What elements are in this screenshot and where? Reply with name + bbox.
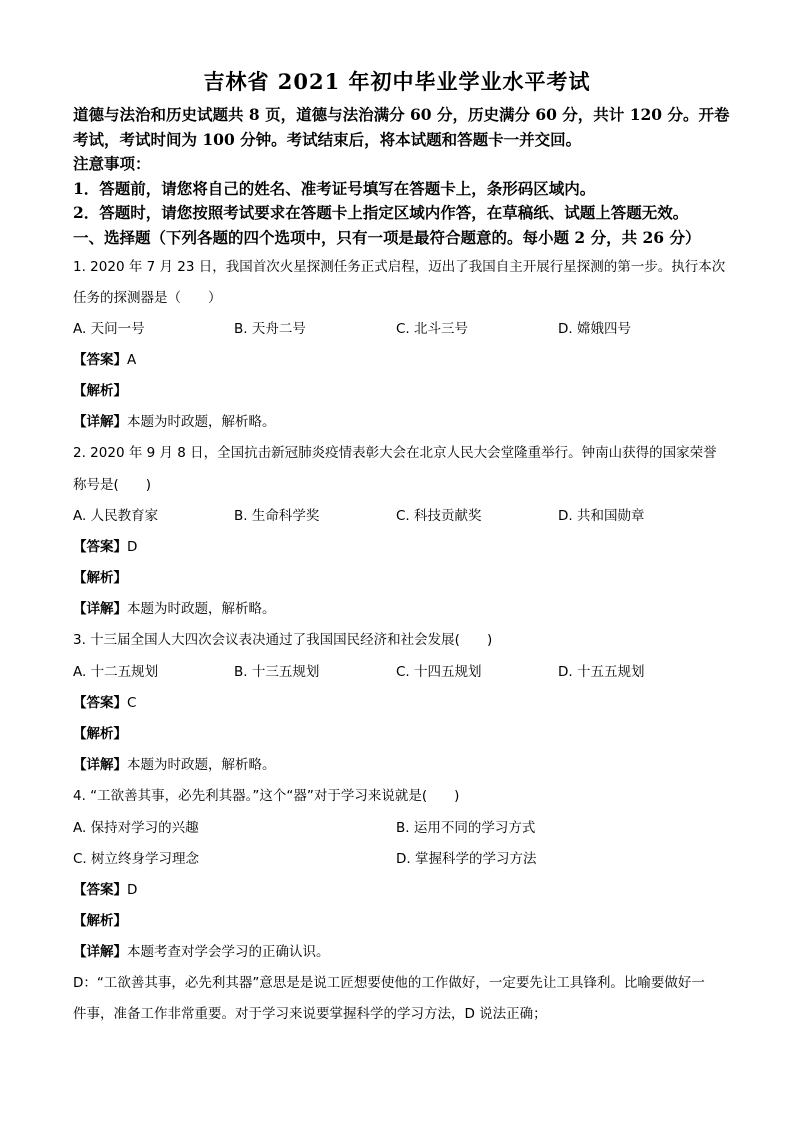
answer-label: 【答案】: [73, 539, 127, 555]
detail-text: 本题为时政题，解析略。: [127, 757, 276, 773]
question-4-explanation-line-1: D：“工欲善其事，必先利其器”意思是是说工匠想要使他的工作做好，一定要先让工具锋利。比喻要做好一: [73, 975, 705, 991]
question-1-analysis: [73, 381, 127, 401]
answer-value: C: [127, 695, 137, 711]
question-1-answer: [73, 350, 136, 370]
question-2-analysis: [73, 568, 127, 588]
question-1-detail: [73, 412, 276, 432]
question-4-answer: [73, 880, 137, 900]
question-4-explanation-line-2: 件事，准备工作非常重要。对于学习来说要掌握科学的学习方法，D 说法正确；: [73, 1006, 547, 1022]
question-4-option-a: A. 保持对学习的兴趣: [73, 820, 199, 836]
question-4-option-d: D. 掌握科学的学习方法: [396, 851, 537, 867]
question-4-option-b: B. 运用不同的学习方式: [396, 820, 536, 836]
question-2-stem-line-1: 2. 2020 年 9 月 8 日，全国抗击新冠肺炎疫情表彰大会在北京人民大会堂隆重举行。钟南山获得的国家荣誉: [73, 445, 717, 461]
question-2-option-b: B. 生命科学奖: [234, 508, 320, 524]
question-3-option-b: B. 十三五规划: [234, 664, 320, 680]
answer-value: D: [127, 882, 138, 898]
question-4-analysis: [73, 911, 127, 931]
question-2-stem-line-2: 称号是( ): [73, 477, 152, 493]
question-3-option-d: D. 十五五规划: [558, 664, 645, 680]
analysis-label: 【解析】: [73, 383, 127, 399]
question-3-answer: [73, 693, 136, 713]
question-1-stem-line-1: 1. 2020 年 7 月 23 日，我国首次火星探测任务正式启程，迈出了我国自主开展行星探测的第一步。执行本次: [73, 259, 726, 275]
notice-item: 2．答题时，请您按照考试要求在答题卡上指定区域内作答，在草稿纸、试题上答题无效。: [73, 203, 689, 222]
question-3-option-a: A. 十二五规划: [73, 664, 159, 680]
intro-line: 考试，考试时间为 100 分钟。考试结束后，将本试题和答题卡一并交回。: [73, 129, 582, 149]
question-3-detail: [73, 755, 276, 775]
question-4-detail: [73, 942, 330, 962]
question-2-option-c: C. 科技贡献奖: [396, 508, 482, 524]
exam-instructions: [73, 103, 733, 250]
question-2-answer: [73, 537, 137, 557]
notice-item: 1．答题前，请您将自己的姓名、准考证号填写在答题卡上，条形码区域内。: [73, 178, 596, 198]
answer-label: 【答案】: [73, 352, 127, 368]
detail-label: 【详解】: [73, 601, 127, 617]
question-2-detail: [73, 599, 276, 619]
analysis-label: 【解析】: [73, 570, 127, 586]
question-3-stem-line-1: 3. 十三届全国人大四次会议表决通过了我国国民经济和社会发展( ): [73, 632, 493, 648]
answer-label: 【答案】: [73, 695, 127, 711]
question-1-option-a: A. 天问一号: [73, 321, 145, 337]
question-1-option-d: D. 嫦娥四号: [558, 321, 631, 337]
analysis-label: 【解析】: [73, 726, 127, 742]
question-2-option-d: D. 共和国勋章: [558, 508, 645, 524]
answer-value: A: [127, 352, 137, 368]
intro-line: 道德与法治和历史试题共 8 页，道德与法治满分 60 分，历史满分 60 分，共计 120 分。开卷: [73, 105, 730, 124]
answer-value: D: [127, 539, 138, 555]
question-2-option-a: A. 人民教育家: [73, 508, 159, 524]
detail-text: 本题考查对学会学习的正确认识。: [127, 944, 330, 960]
answer-label: 【答案】: [73, 882, 127, 898]
detail-label: 【详解】: [73, 757, 127, 773]
notice-heading: 注意事项：: [73, 154, 151, 173]
question-4-stem-line-1: 4. “工欲善其事，必先利其器。”这个“器”对于学习来说就是( ): [73, 788, 460, 804]
detail-text: 本题为时政题，解析略。: [127, 601, 276, 617]
page-title: 吉林省 2021 年初中毕业学业水平考试: [203, 69, 591, 94]
question-4-option-c: C. 树立终身学习理念: [73, 851, 200, 867]
detail-label: 【详解】: [73, 944, 127, 960]
question-3-analysis: [73, 724, 127, 744]
section-heading: 一、选择题（下列各题的四个选项中，只有一项是最符合题意的。每小题 2 分，共 26 分）: [73, 227, 701, 247]
question-1-option-c: C. 北斗三号: [396, 321, 469, 337]
question-1-stem-line-2: 任务的探测器是（ ）: [73, 290, 222, 306]
question-3-option-c: C. 十四五规划: [396, 664, 482, 680]
detail-text: 本题为时政题，解析略。: [127, 414, 276, 430]
detail-label: 【详解】: [73, 414, 127, 430]
analysis-label: 【解析】: [73, 913, 127, 929]
question-1-option-b: B. 天舟二号: [234, 321, 306, 337]
